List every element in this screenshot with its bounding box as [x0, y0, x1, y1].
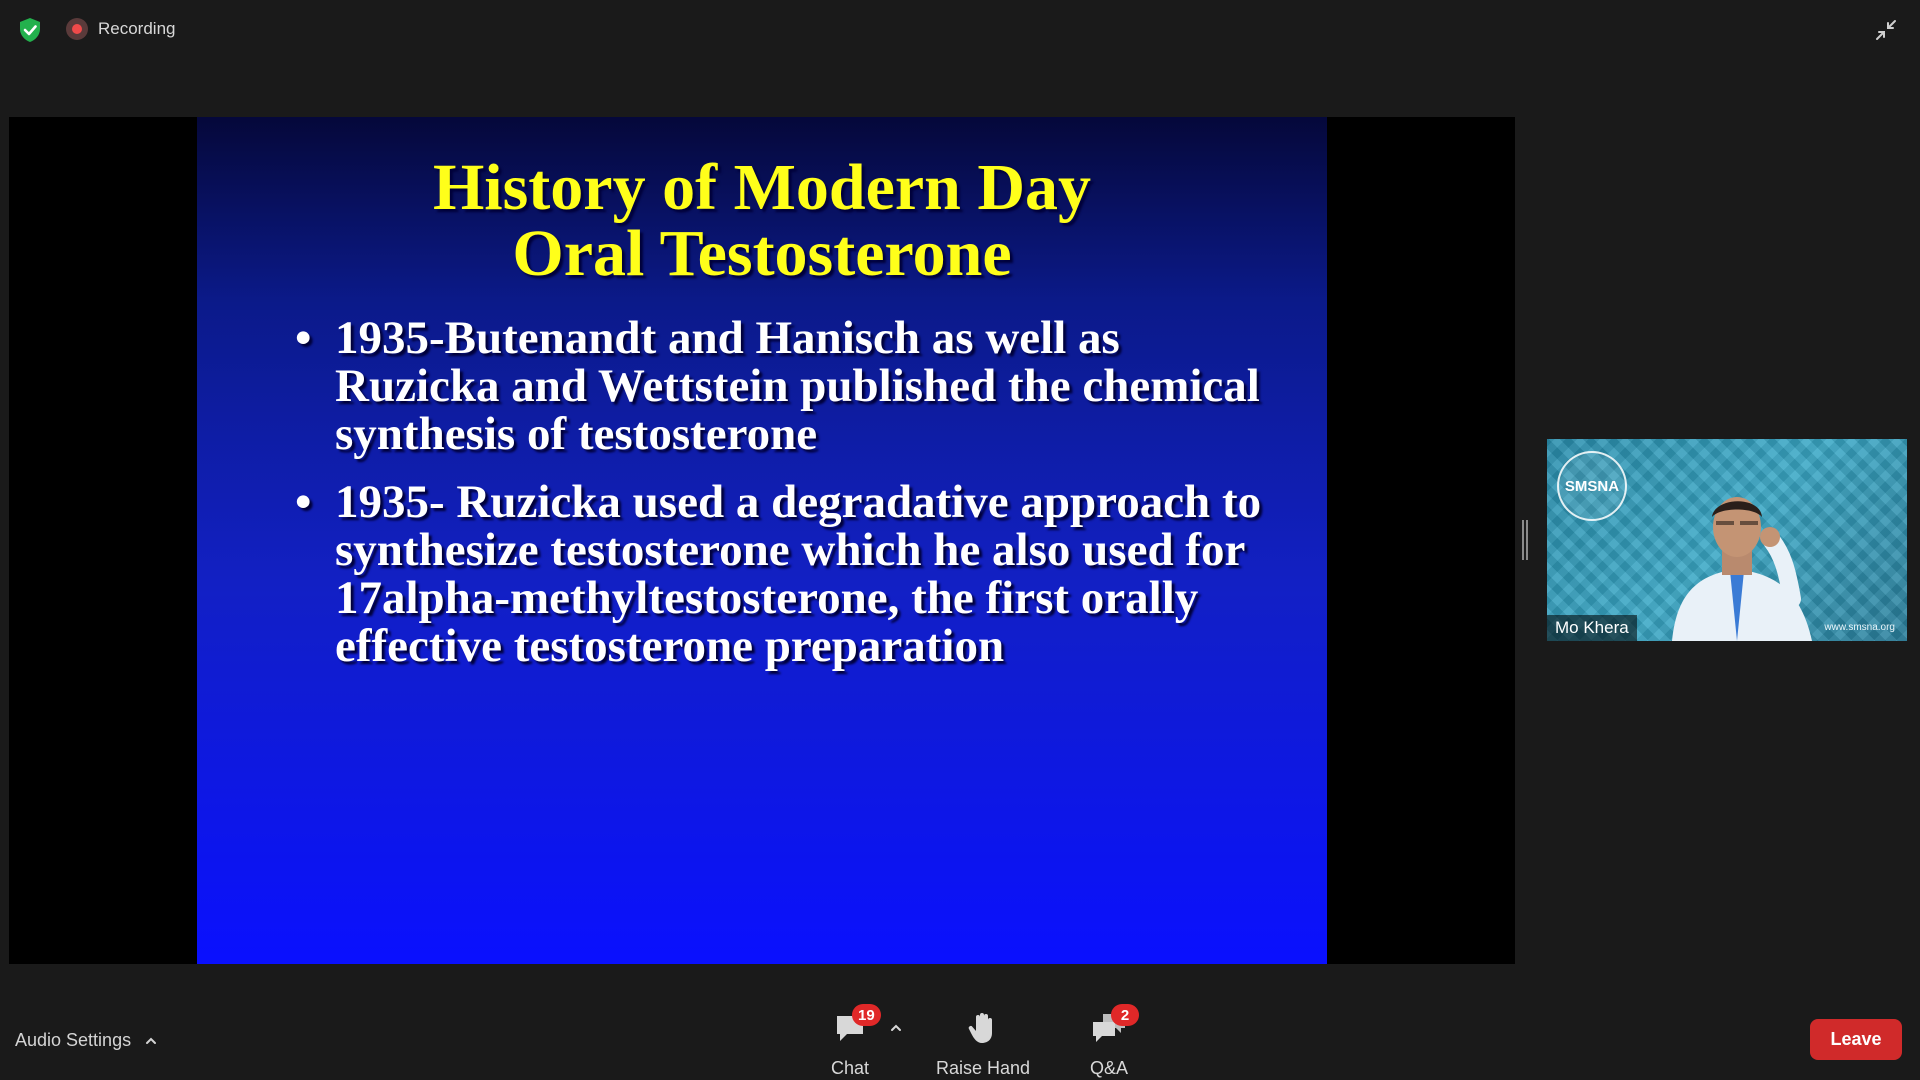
qa-button[interactable]	[1089, 1008, 1129, 1079]
raise-hand-icon	[968, 1011, 998, 1045]
chat-badge: 19	[852, 1004, 881, 1026]
top-bar	[0, 0, 1920, 60]
raise-hand-label: Raise Hand	[936, 1058, 1031, 1078]
recording-label: Recording	[98, 19, 176, 38]
audio-settings-button[interactable]	[15, 1030, 157, 1051]
slide-title-line-1: History of Modern Day	[432, 151, 1092, 224]
leave-button[interactable]: Leave	[1810, 1019, 1902, 1060]
participant-name: Mo Khera	[1547, 615, 1637, 641]
record-icon	[66, 18, 88, 40]
smsna-url: www.smsna.org	[1824, 622, 1895, 633]
shared-screen	[9, 117, 1515, 964]
slide-bullet: • 1935-Butenandt and Hanisch as well as Ruzicka and Wettstein published the chemical synthesis of testosterone	[295, 314, 1285, 458]
smsna-logo-text: SMSNA	[1564, 477, 1620, 495]
participant-figure	[1642, 469, 1832, 641]
slide-title-line-2: Oral Testosterone	[512, 217, 1012, 290]
presentation-slide	[197, 117, 1327, 964]
meeting-toolbar	[0, 990, 1920, 1080]
exit-fullscreen-icon[interactable]	[1872, 16, 1900, 44]
smsna-logo	[1557, 451, 1627, 521]
qa-badge: 2	[1111, 1004, 1139, 1026]
slide-bullet-list	[295, 314, 1285, 690]
raise-hand-button[interactable]	[936, 1008, 1030, 1079]
chevron-up-icon	[145, 1035, 157, 1047]
shield-check-icon[interactable]	[18, 17, 42, 43]
chat-label: Chat	[830, 1058, 870, 1078]
audio-settings-label: Audio Settings	[15, 1030, 132, 1050]
qa-label: Q&A	[1089, 1058, 1128, 1078]
chat-button[interactable]	[830, 1006, 875, 1079]
participant-video-tile[interactable]	[1547, 439, 1907, 641]
chevron-up-icon[interactable]	[890, 1022, 902, 1034]
slide-bullet: • 1935- Ruzicka used a degradative approach to synthesize testosterone which he also used for 17alpha-methyltestosterone, the first orally effective testosterone preparation	[295, 478, 1285, 670]
recording-indicator[interactable]	[66, 18, 176, 40]
slide-title	[197, 151, 1327, 290]
panel-resize-handle[interactable]	[1522, 520, 1528, 560]
